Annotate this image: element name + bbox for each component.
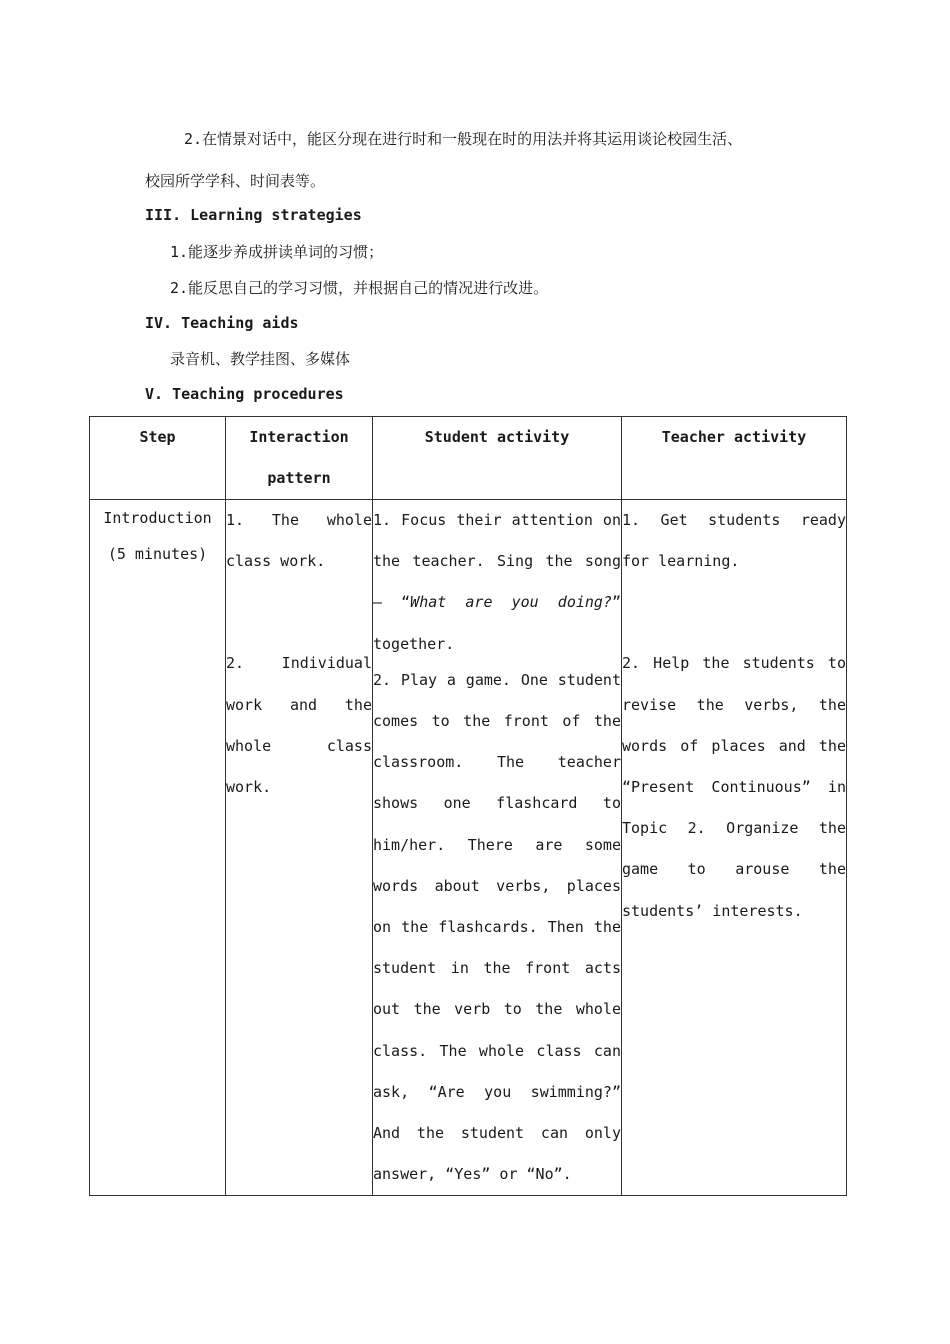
header-step-label: Step bbox=[139, 428, 176, 446]
step-name: Introduction bbox=[103, 509, 212, 527]
header-interaction-line-1: Interaction bbox=[249, 428, 349, 446]
header-teacher-label: Teacher activity bbox=[661, 428, 807, 446]
interaction-cell bbox=[226, 500, 373, 1196]
student-activity-1-text: 1. Focus their attention on the teacher. Sing the song — “ bbox=[373, 511, 621, 612]
spacer bbox=[622, 582, 846, 643]
header-student-activity bbox=[373, 417, 622, 500]
section-heading-teaching-procedures: V. Teaching procedures bbox=[145, 385, 344, 403]
table-header-row bbox=[90, 417, 847, 500]
teaching-aids-content: 录音机、教学挂图、多媒体 bbox=[170, 350, 351, 368]
spacer bbox=[226, 582, 372, 643]
teacher-activity-2: 2. Help the students to revise the verbs, the words of places and the “Present Continuous” in Topic 2. Organize the game to arouse the students’ interests. bbox=[622, 654, 846, 920]
interaction-item-2: 2. Individual work and the whole class work. bbox=[226, 654, 372, 797]
song-title: What are you doing? bbox=[410, 593, 612, 612]
step-duration: (5 minutes) bbox=[107, 545, 208, 563]
step-cell bbox=[90, 500, 226, 1196]
section-heading-learning-strategies: III. Learning strategies bbox=[145, 206, 362, 224]
teacher-activity-1: 1. Get students ready for learning. bbox=[622, 511, 846, 571]
strategy-item-2: 2.能反思自己的学习习惯，并根据自己的情况进行改进。 bbox=[170, 279, 549, 297]
header-step bbox=[90, 417, 226, 500]
header-interaction-line-2: pattern bbox=[267, 469, 331, 487]
objective-2-line-2: 校园所学学科、时间表等。 bbox=[145, 172, 326, 190]
interaction-item-1: 1. The whole class work. bbox=[226, 511, 372, 571]
teacher-activity-cell bbox=[622, 500, 847, 1196]
header-student-label: Student activity bbox=[424, 428, 570, 446]
procedures-table bbox=[89, 416, 847, 1196]
strategy-item-1: 1.能逐步养成拼读单词的习惯； bbox=[170, 243, 384, 261]
objective-2-line-1: 2.在情景对话中，能区分现在进行时和一般现在时的用法并将其运用谈论校园生活、 bbox=[184, 130, 743, 148]
student-activity-1-tail: ” together. bbox=[373, 593, 621, 653]
student-activity-2: 2. Play a game. One student comes to the front of the classroom. The teacher shows one flashcard to him/her. There are some words about verbs, places on the flashcards. Then the student in the front acts out the verb to the whole class. The whole class can ask, “Are you swimming?” And the student can only answer, “Yes” or “No”. bbox=[373, 670, 621, 1184]
section-heading-teaching-aids: IV. Teaching aids bbox=[145, 314, 299, 332]
header-interaction bbox=[226, 417, 373, 500]
student-activity-1 bbox=[373, 500, 621, 665]
header-teacher-activity bbox=[622, 417, 847, 500]
table-row bbox=[90, 500, 847, 1196]
student-activity-cell bbox=[373, 500, 622, 1196]
